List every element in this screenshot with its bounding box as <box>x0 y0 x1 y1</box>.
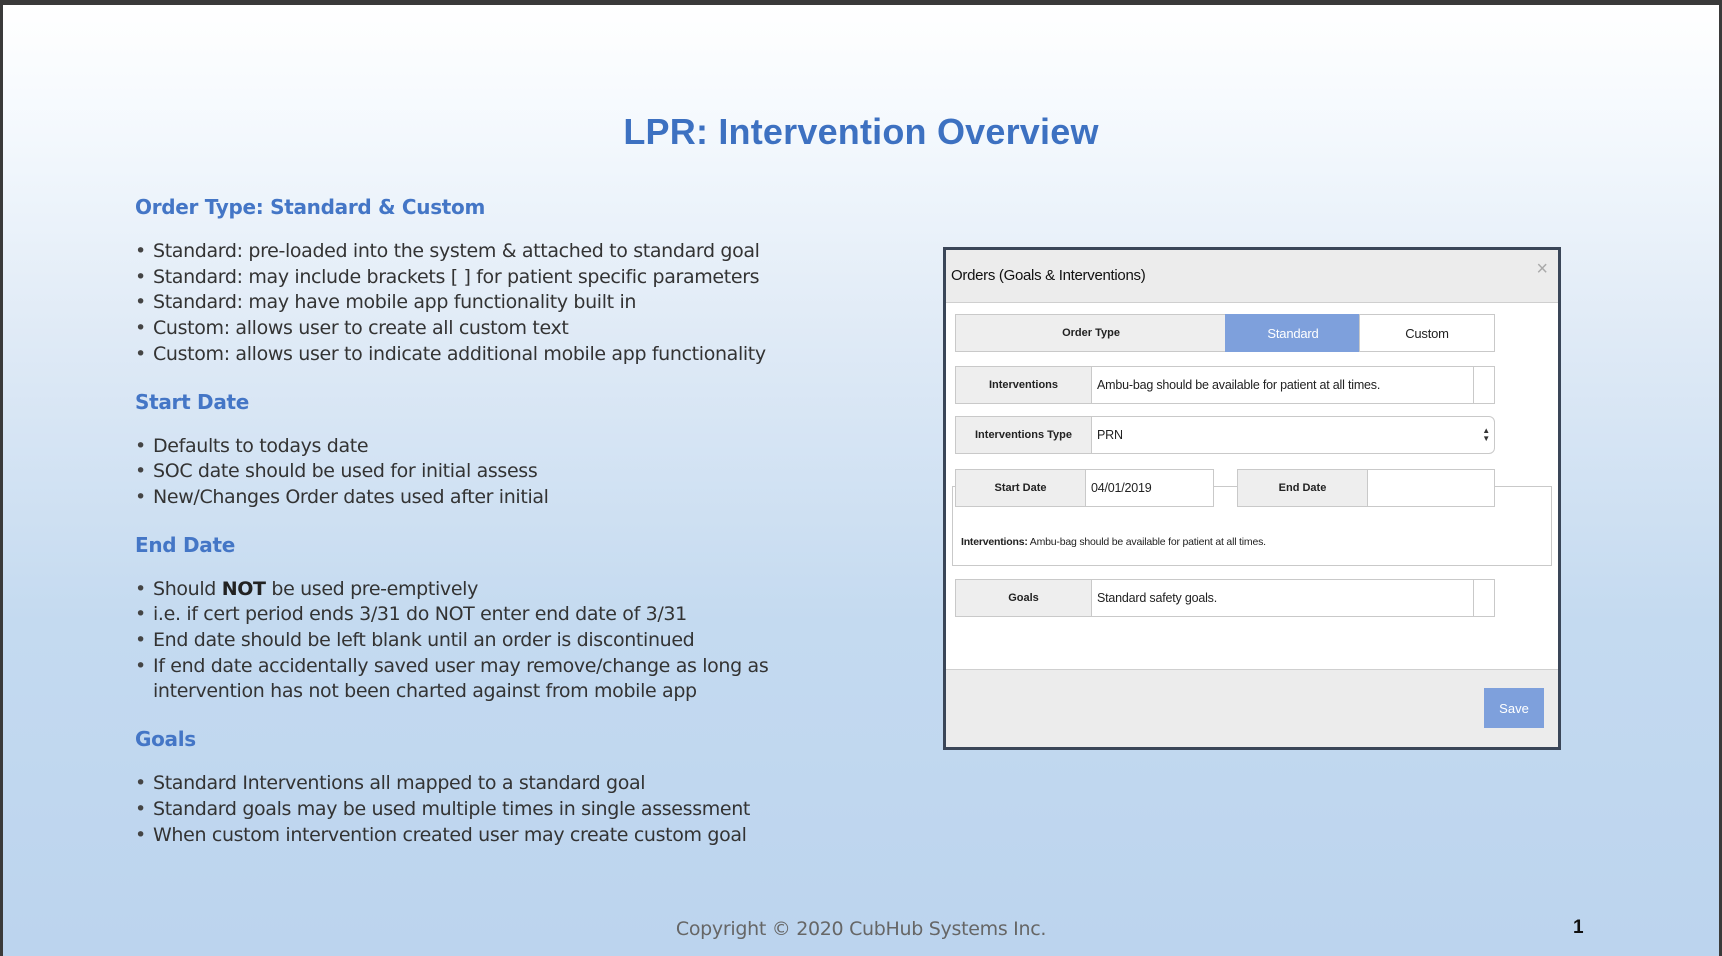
interventions-type-value: PRN <box>1097 428 1123 442</box>
interventions-note <box>961 536 1266 548</box>
save-button[interactable]: Save <box>1484 688 1544 728</box>
bullet-item: • Standard: may have mobile app functionality built in <box>135 290 775 316</box>
note-text: Ambu-bag should be available for patient at all times. <box>1027 536 1266 548</box>
end-date-input[interactable] <box>1367 469 1495 507</box>
section-end-date <box>135 533 775 706</box>
end-date-label: End Date <box>1237 469 1368 507</box>
bullet-list <box>135 434 775 511</box>
note-label: Interventions: <box>961 536 1028 548</box>
select-arrows-icon: ▲ ▼ <box>1482 426 1490 443</box>
modal-header <box>946 250 1558 303</box>
bullet-item: • Defaults to todays date <box>135 434 775 460</box>
dates-row <box>955 469 1545 507</box>
bullet-list <box>135 771 775 848</box>
interventions-input[interactable]: Ambu-bag should be available for patient at all times. <box>1091 366 1474 404</box>
section-heading: Goals <box>135 727 196 752</box>
bullet-item: • Standard: may include brackets [ ] for patient specific parameters <box>135 265 775 291</box>
slide-title: LPR: Intervention Overview <box>623 111 1099 152</box>
copyright-text: Copyright © 2020 CubHub Systems Inc. <box>675 918 1047 940</box>
interventions-type-row <box>955 416 1545 454</box>
goals-label: Goals <box>955 579 1092 617</box>
overview-notes <box>135 195 775 870</box>
interventions-type-select[interactable] <box>1091 416 1495 454</box>
bullet-text: be used pre-emptively <box>265 577 478 600</box>
order-type-label: Order Type <box>955 314 1227 352</box>
bullet-item: • SOC date should be used for initial assess <box>135 459 775 485</box>
bullet-item: • New/Changes Order dates used after initial <box>135 485 775 511</box>
section-heading: Start Date <box>135 389 250 414</box>
goals-row <box>955 579 1545 617</box>
bullet-item: • Custom: allows user to indicate additional mobile app functionality <box>135 342 775 368</box>
modal-footer <box>946 669 1558 747</box>
bullet-list <box>135 239 775 368</box>
section-heading: Order Type: Standard & Custom <box>135 195 486 219</box>
page-number: 1 <box>1573 917 1584 938</box>
start-date-label: Start Date <box>955 469 1086 507</box>
bullet-item: • Custom: allows user to create all custom text <box>135 316 775 342</box>
section-goals <box>135 727 775 848</box>
bullet-item: • Standard goals may be used multiple times in single assessment <box>135 797 775 823</box>
section-start-date <box>135 390 775 511</box>
bullet-item: • When custom intervention created user may create custom goal <box>135 823 775 849</box>
interventions-label: Interventions <box>955 366 1092 404</box>
close-icon[interactable]: × <box>1536 258 1548 280</box>
interventions-type-label: Interventions Type <box>955 416 1092 454</box>
bullet-text: Should <box>153 577 222 600</box>
section-heading: End Date <box>135 532 236 557</box>
interventions-row <box>955 366 1545 404</box>
start-date-input[interactable]: 04/01/2019 <box>1085 469 1214 507</box>
goals-addon[interactable] <box>1473 579 1495 617</box>
order-type-custom-button[interactable]: Custom <box>1359 314 1495 352</box>
interventions-addon[interactable] <box>1473 366 1495 404</box>
slide <box>3 5 1719 956</box>
goals-input[interactable]: Standard safety goals. <box>1091 579 1474 617</box>
order-type-row <box>955 314 1545 352</box>
bullet-item: • i.e. if cert period ends 3/31 do NOT enter end date of 3/31 <box>135 602 775 628</box>
order-type-standard-button[interactable]: Standard <box>1225 314 1361 352</box>
bullet-item: • If end date accidentally saved user may remove/change as long as intervention has not been charted against from mobile app <box>135 654 775 705</box>
bullet-item: • Standard: pre-loaded into the system & attached to standard goal <box>135 239 775 265</box>
bullet-item: • Standard Interventions all mapped to a standard goal <box>135 771 775 797</box>
emphasis-text: NOT <box>221 577 266 600</box>
bullet-item-emphasis <box>135 577 775 603</box>
section-order-type <box>135 195 775 368</box>
modal-title: Orders (Goals & Interventions) <box>951 267 1146 284</box>
bullet-list <box>135 577 775 706</box>
orders-modal <box>943 247 1561 750</box>
bullet-item: • End date should be left blank until an order is discontinued <box>135 628 775 654</box>
